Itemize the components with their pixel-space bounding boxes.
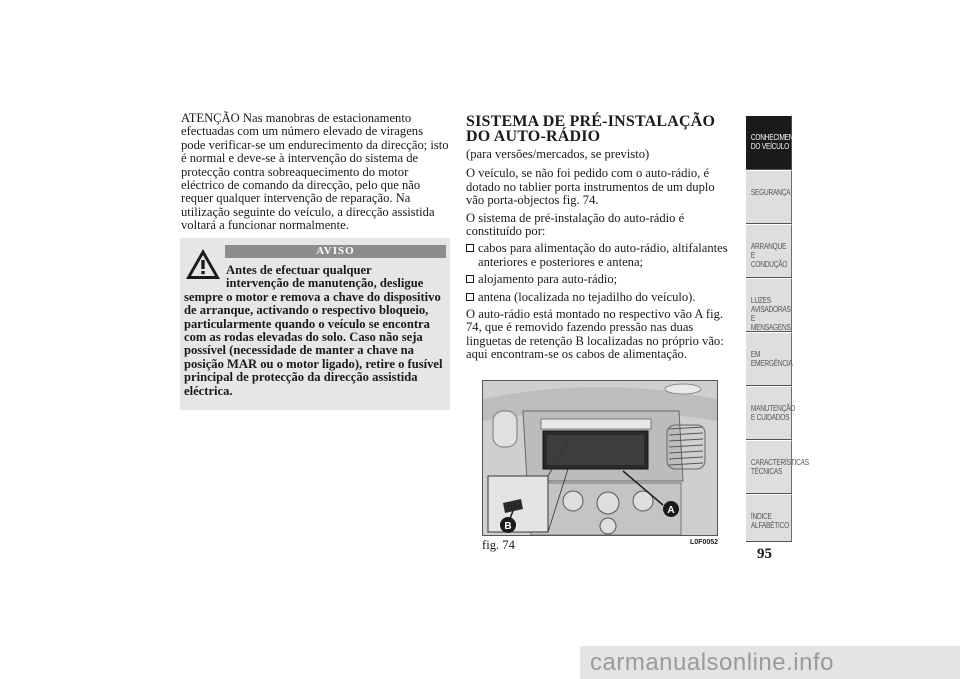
tab-manutencao-e-cuidados[interactable]: MANUTENÇÃO E CUIDADOS bbox=[746, 386, 792, 440]
section-subtitle: (para versões/mercados, se previsto) bbox=[466, 147, 650, 161]
figure-caption: fig. 74 bbox=[482, 538, 515, 552]
section-intro: O veículo, se não foi pedido com o auto-rádio, é dotado no tablier porta instrumentos de um duplo vão porta-objectos fig. 74. bbox=[466, 166, 715, 208]
section-title: SISTEMA DE PRÉ-INSTALAÇÃO DO AUTO-RÁDIO bbox=[466, 113, 716, 145]
figure-dashboard bbox=[482, 380, 718, 536]
label-a: A bbox=[667, 505, 675, 516]
tab-luzes-avisadoras[interactable]: LUZES AVISADORAS E MENSAGENS bbox=[746, 278, 792, 332]
tab-em-emergencia[interactable]: EM EMERGÊNCIA bbox=[746, 332, 792, 386]
attention-paragraph: ATENÇÃO Nas manobras de estacionamento efectuadas com um número elevado de viragens pode verificar-se um endurecimento da direcção; isto é normal e deve-se à intervenção do sistema de protecção contra sobreaquecimento do motor eléctrico de comando da direcção, pelo que não requer qualquer intervenção de reparação. Na utilização seguinte do veículo, a direcção assistida voltará a funcionar normalmente. bbox=[181, 111, 449, 233]
list-item: alojamento para auto-rádio; bbox=[466, 273, 728, 286]
right-column bbox=[466, 114, 728, 366]
tab-conhecimento-do-veiculo[interactable]: CONHECIMENTO DO VEÍCULO bbox=[746, 115, 792, 170]
warning-text bbox=[184, 264, 446, 398]
checkbox-bullet-icon bbox=[466, 244, 474, 252]
dashboard-illustration bbox=[483, 381, 717, 535]
page-number: 95 bbox=[757, 546, 772, 562]
checkbox-bullet-icon bbox=[466, 293, 474, 301]
warning-header: AVISO bbox=[225, 245, 446, 258]
warning-rest: sempre o motor e remova a chave do dispositivo de arranque, activando o respectivo bloqueio, particularmente quando o veículo se encontra com as rodas elevadas do solo. Caso não seja possível (necessidade de manter a chave na posição MAR ou o motor ligado), retire o fusível principal de protecção da direcção assistida eléctrica. bbox=[184, 289, 443, 398]
warning-line-2: intervenção de manutenção, desligue bbox=[226, 276, 424, 291]
section-list-intro: O sistema de pré-instalação do auto-rádio é constituído por: bbox=[466, 210, 685, 239]
list-item: antena (localizada no tejadilho do veículo). bbox=[466, 291, 728, 304]
site-watermark: carmanualsonline.info bbox=[580, 646, 960, 679]
warning-box bbox=[180, 238, 450, 410]
tab-caracteristicas-tecnicas[interactable]: CARACTERÍSTICAS TÉCNICAS bbox=[746, 440, 792, 494]
tab-indice-alfabetico[interactable]: ÍNDICE ALFABÉTICO bbox=[746, 494, 792, 542]
warning-line-1: Antes de efectuar qualquer bbox=[226, 263, 372, 277]
tab-arranque-e-conducao[interactable]: ARRANQUE E CONDUÇÃO bbox=[746, 224, 792, 278]
list-item: cabos para alimentação do auto-rádio, altifalantes anteriores e posteriores e antena; bbox=[466, 242, 728, 269]
left-column bbox=[181, 112, 449, 233]
tab-seguranca[interactable]: SEGURANÇA bbox=[746, 170, 792, 224]
checkbox-bullet-icon bbox=[466, 275, 474, 283]
label-b: B bbox=[504, 521, 512, 532]
component-list bbox=[466, 242, 728, 304]
section-closing: O auto-rádio está montado no respectivo vão A fig. 74, que é removido fazendo pressão nas duas linguetas de retenção B localizadas no próprio vão: aqui encontram-se os cabos de alimentação. bbox=[466, 307, 724, 362]
figure-code: L0F0052 bbox=[690, 539, 719, 546]
